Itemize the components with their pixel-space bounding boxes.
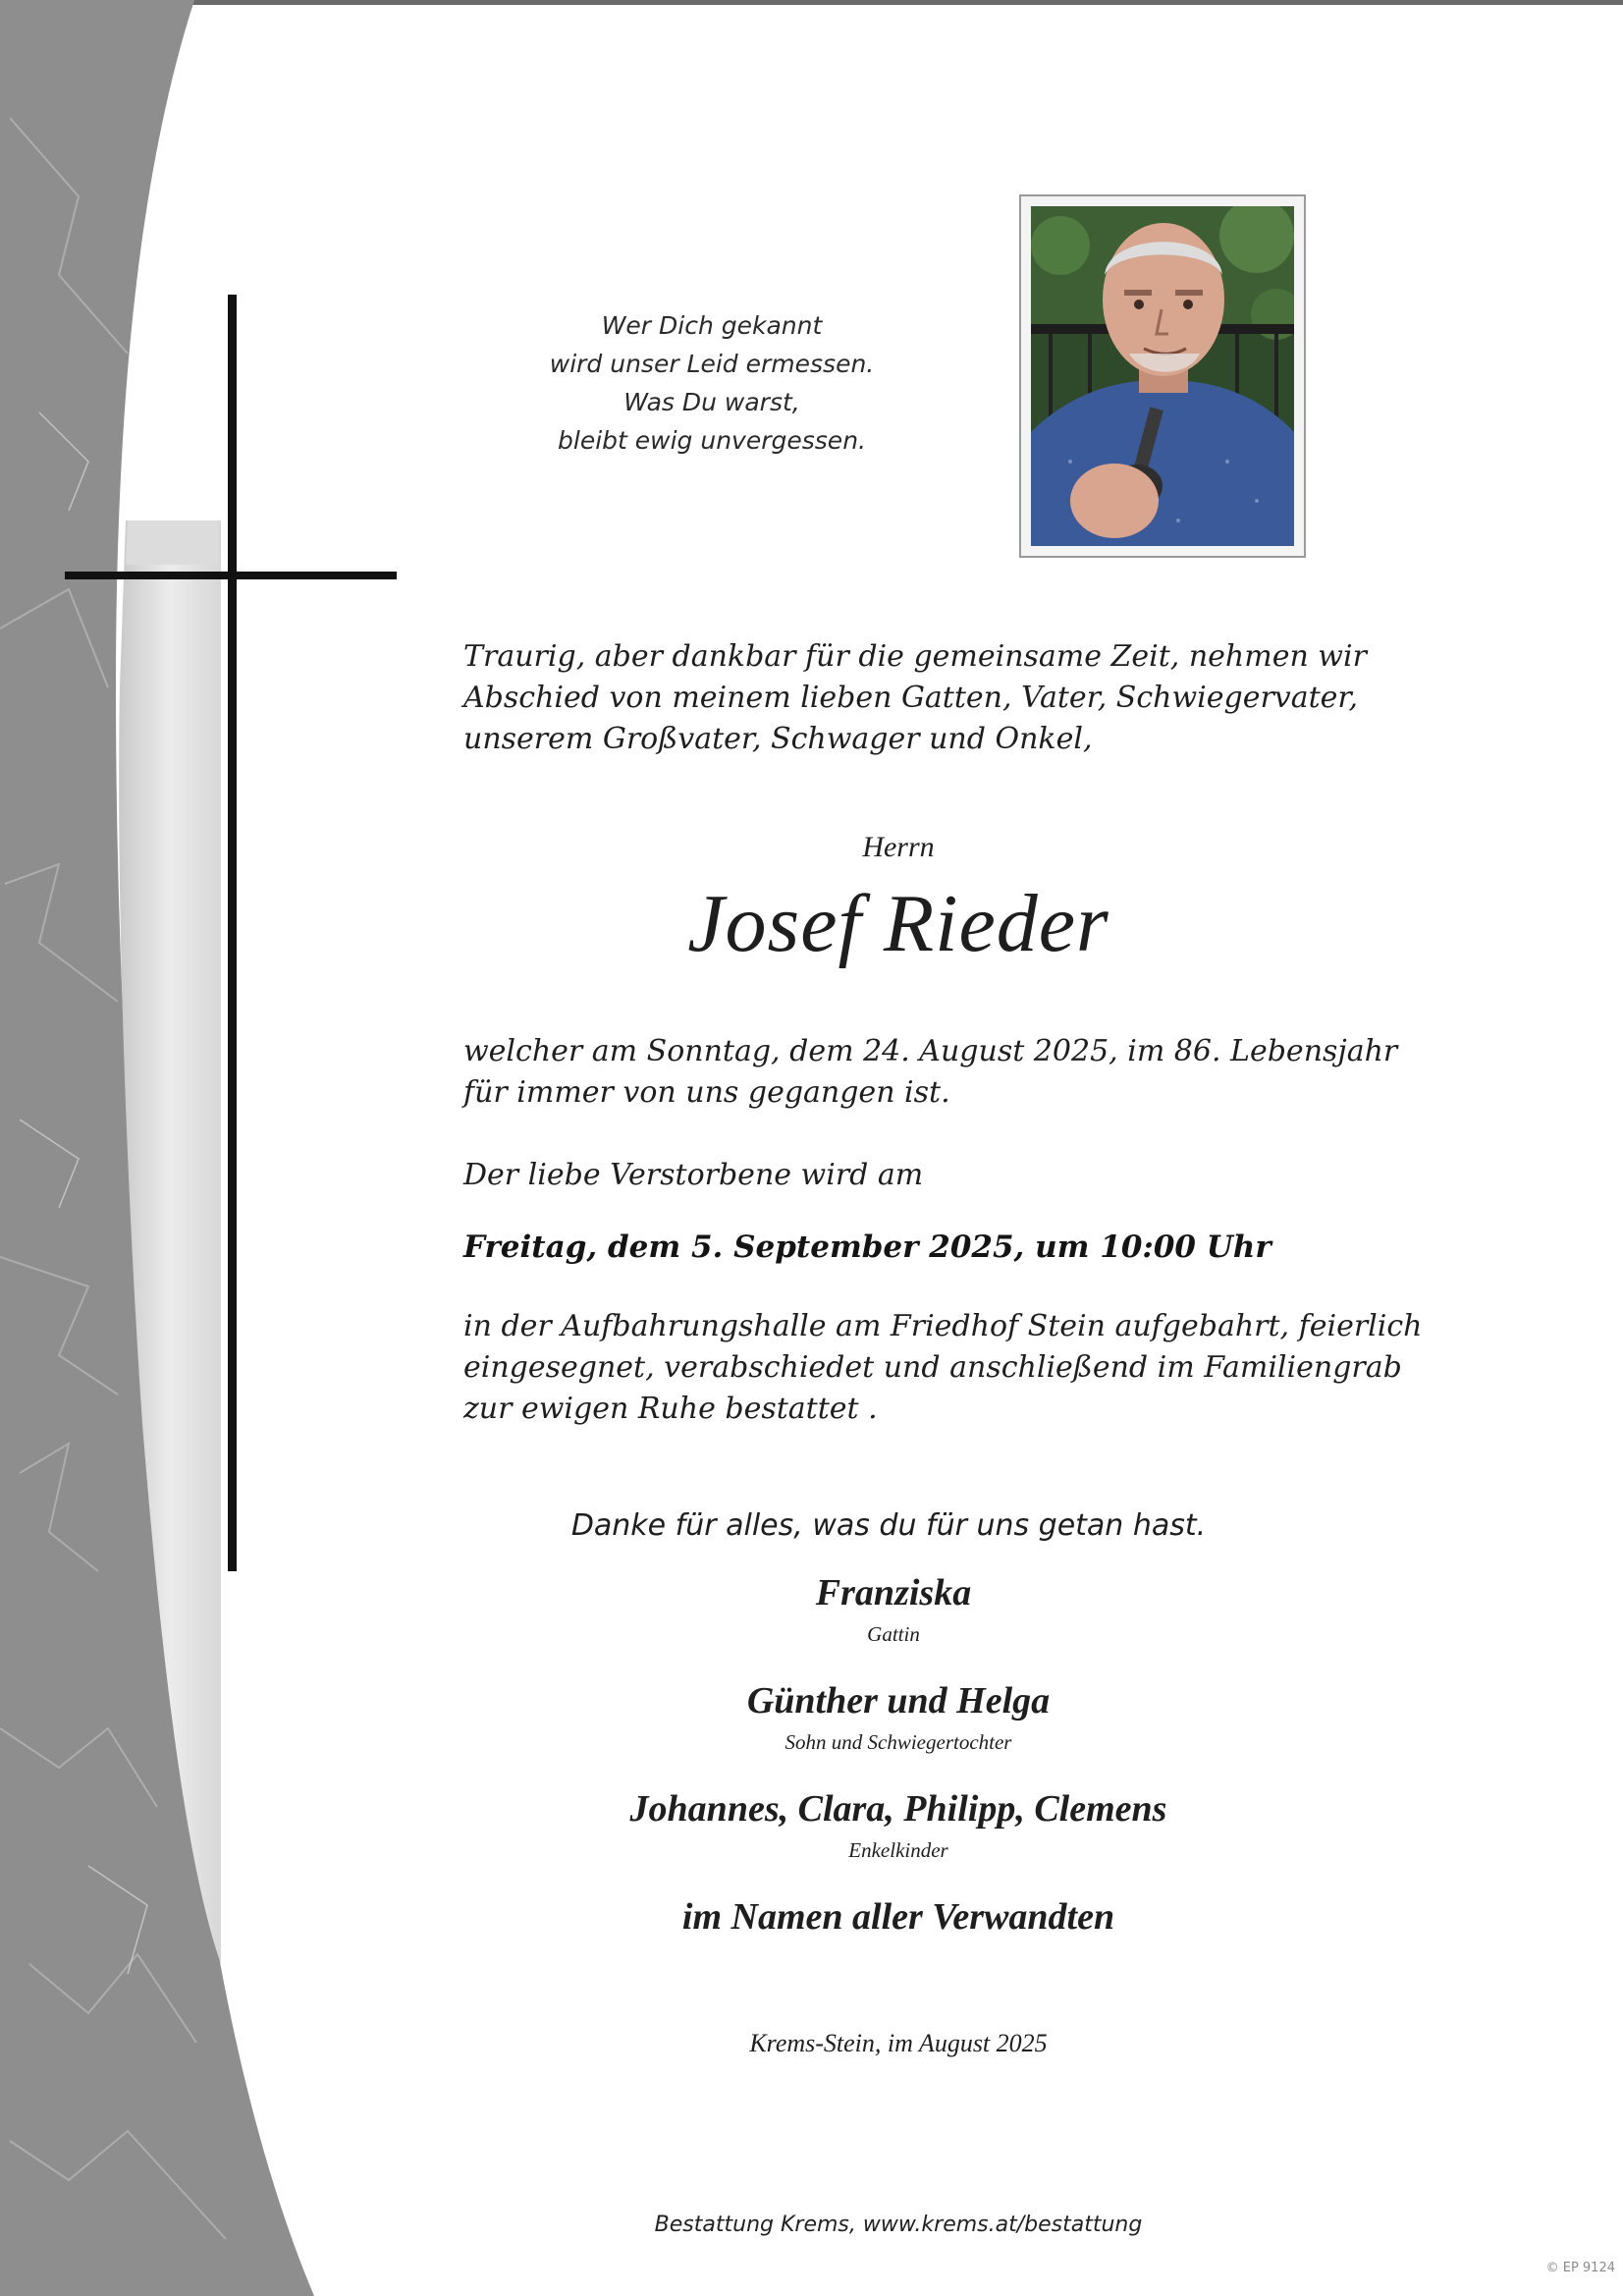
- mourner-role: Gattin: [867, 1622, 920, 1646]
- funeral-date: Freitag, dem 5. September 2025, um 10:00 Uhr: [463, 1230, 1271, 1265]
- scan-edge: [187, 0, 1623, 5]
- mourner-role: Enkelkinder: [848, 1838, 948, 1862]
- mourner-role: Sohn und Schwiegertochter: [784, 1730, 1012, 1754]
- poem-line: bleibt ewig unvergessen.: [558, 426, 866, 455]
- deceased-name: Josef Rieder: [687, 878, 1109, 969]
- ceremony-details: [463, 1306, 1423, 1430]
- ceremony-line: zur ewigen Ruhe bestattet .: [463, 1392, 878, 1426]
- thanks-line: Danke für alles, was du für uns getan hast.: [570, 1508, 1207, 1543]
- poem-line: Was Du warst,: [623, 388, 800, 416]
- funeral-home-footer: Bestattung Krems, www.krems.at/bestattung: [654, 2213, 1143, 2237]
- death-notice: [463, 1031, 1398, 1114]
- mourner-name: Günther und Helga: [746, 1680, 1051, 1722]
- mourner-name: Johannes, Clara, Philipp, Clemens: [629, 1788, 1167, 1830]
- ceremony-line: in der Aufbahrungshalle am Friedhof Stein aufgebahrt, feierlich: [463, 1309, 1423, 1343]
- print-code: © EP 9124: [1545, 2261, 1615, 2275]
- poem-line: Wer Dich gekannt: [601, 311, 823, 340]
- relatives-line: im Namen aller Verwandten: [681, 1896, 1115, 1938]
- intro-line: unserem Großvater, Schwager und Onkel,: [463, 722, 1093, 756]
- intro-line: Traurig, aber dankbar für die gemeinsame Zeit, nehmen wir: [463, 639, 1367, 674]
- poem-line: wird unser Leid ermessen.: [549, 350, 875, 378]
- salutation: Herrn: [862, 831, 935, 863]
- cross-vertical-beam: [228, 295, 237, 1571]
- mourner-name: Franziska: [815, 1572, 972, 1613]
- place-and-date: Krems-Stein, im August 2025: [749, 2029, 1048, 2057]
- marble-side-decoration: [0, 0, 334, 2296]
- intro-paragraph: [463, 636, 1367, 760]
- intro-line: Abschied von meinem lieben Gatten, Vater, Schwiegervater,: [463, 681, 1359, 715]
- death-line: welcher am Sonntag, dem 24. August 2025, im 86. Lebensjahr: [463, 1034, 1398, 1068]
- memorial-poem: [506, 306, 918, 460]
- ceremony-line: eingesegnet, verabschiedet und anschließend im Familiengrab: [463, 1350, 1402, 1385]
- funeral-intro: Der liebe Verstorbene wird am: [463, 1158, 924, 1192]
- cross-horizontal-beam: [65, 572, 397, 579]
- portrait-photo: [1031, 206, 1294, 546]
- death-line: für immer von uns gegangen ist.: [463, 1075, 950, 1110]
